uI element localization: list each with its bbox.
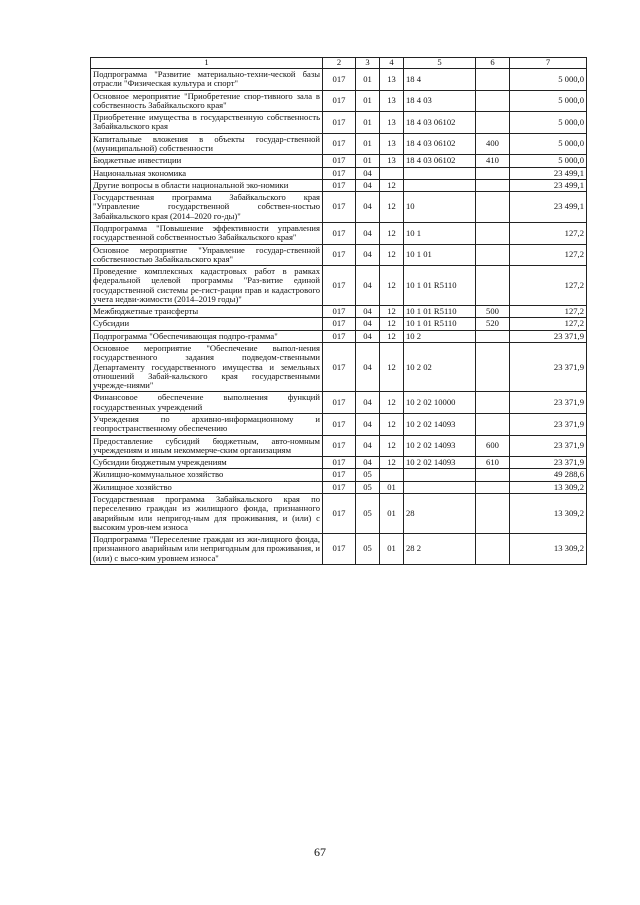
row-amount: 127,2 (510, 318, 587, 330)
row-section-code: 01 (356, 133, 380, 155)
row-expense-type-code (476, 69, 510, 91)
row-section-code: 04 (356, 244, 380, 266)
row-grbs-code: 017 (323, 414, 356, 436)
row-amount: 23 371,9 (510, 330, 587, 342)
row-grbs-code: 017 (323, 133, 356, 155)
table-row (91, 112, 587, 134)
row-target-article-code: 18 4 03 06102 (404, 112, 476, 134)
row-amount: 127,2 (510, 306, 587, 318)
row-target-article-code: 18 4 03 06102 (404, 133, 476, 155)
row-subsection-code (380, 167, 404, 179)
row-name: Предоставление субсидий бюджетным, авто-номным учреждениям и иным некоммерче-ским организациям (91, 435, 323, 457)
row-target-article-code (404, 179, 476, 191)
row-expense-type-code (476, 469, 510, 481)
table-row (91, 534, 587, 565)
row-target-article-code: 10 1 (404, 222, 476, 244)
row-subsection-code: 12 (380, 179, 404, 191)
row-section-code: 05 (356, 469, 380, 481)
row-name: Учреждения по архивно-информационному и геопространственному обеспечению (91, 414, 323, 436)
row-subsection-code: 12 (380, 414, 404, 436)
row-amount: 23 371,9 (510, 343, 587, 392)
row-target-article-code: 10 1 01 R5110 (404, 306, 476, 318)
row-target-article-code (404, 469, 476, 481)
row-grbs-code: 017 (323, 112, 356, 134)
row-expense-type-code (476, 266, 510, 306)
row-target-article-code: 10 2 02 14093 (404, 414, 476, 436)
table-row (91, 69, 587, 91)
row-target-article-code: 10 1 01 R5110 (404, 266, 476, 306)
header-col-3: 3 (356, 58, 380, 69)
row-amount: 5 000,0 (510, 133, 587, 155)
row-subsection-code: 12 (380, 306, 404, 318)
row-amount: 23 499,1 (510, 192, 587, 223)
row-name: Субсидии (91, 318, 323, 330)
row-grbs-code: 017 (323, 179, 356, 191)
row-subsection-code: 13 (380, 155, 404, 167)
row-name: Государственная программа Забайкальского края по переселению граждан из жилищного фонда, признанного аварийным или непригод-ным для проживания, и (или) с высоким уров-нем износа (91, 493, 323, 533)
row-expense-type-code (476, 179, 510, 191)
row-target-article-code: 10 (404, 192, 476, 223)
row-subsection-code: 01 (380, 534, 404, 565)
row-expense-type-code (476, 192, 510, 223)
row-expense-type-code: 520 (476, 318, 510, 330)
row-amount: 13 309,2 (510, 493, 587, 533)
row-subsection-code: 12 (380, 318, 404, 330)
row-section-code: 04 (356, 414, 380, 436)
row-grbs-code: 017 (323, 318, 356, 330)
row-target-article-code: 10 1 01 R5110 (404, 318, 476, 330)
row-subsection-code: 13 (380, 69, 404, 91)
row-name: Капитальные вложения в объекты государ-ственной (муниципальной) собственности (91, 133, 323, 155)
row-expense-type-code (476, 222, 510, 244)
row-grbs-code: 017 (323, 481, 356, 493)
table-row (91, 493, 587, 533)
row-subsection-code (380, 469, 404, 481)
row-expense-type-code (476, 90, 510, 112)
row-section-code: 01 (356, 112, 380, 134)
row-expense-type-code (476, 112, 510, 134)
row-grbs-code: 017 (323, 306, 356, 318)
row-amount: 13 309,2 (510, 534, 587, 565)
row-subsection-code: 12 (380, 266, 404, 306)
row-section-code: 05 (356, 534, 380, 565)
page-number: 67 (314, 845, 326, 859)
row-amount: 23 499,1 (510, 167, 587, 179)
row-name: Подпрограмма "Обеспечивающая подпро-грамма" (91, 330, 323, 342)
row-target-article-code: 10 2 (404, 330, 476, 342)
row-target-article-code: 28 (404, 493, 476, 533)
row-expense-type-code: 500 (476, 306, 510, 318)
table-row (91, 469, 587, 481)
row-expense-type-code: 600 (476, 435, 510, 457)
table-row (91, 222, 587, 244)
row-section-code: 01 (356, 155, 380, 167)
table-row (91, 266, 587, 306)
row-section-code: 01 (356, 90, 380, 112)
row-expense-type-code (476, 481, 510, 493)
row-grbs-code: 017 (323, 266, 356, 306)
row-name: Национальная экономика (91, 167, 323, 179)
row-subsection-code: 13 (380, 90, 404, 112)
row-name: Основное мероприятие "Приобретение спор-тивного зала в собственность Забайкальского края" (91, 90, 323, 112)
table-row (91, 343, 587, 392)
header-col-4: 4 (380, 58, 404, 69)
row-grbs-code: 017 (323, 343, 356, 392)
row-target-article-code: 10 2 02 14093 (404, 435, 476, 457)
row-grbs-code: 017 (323, 222, 356, 244)
row-target-article-code: 18 4 03 06102 (404, 155, 476, 167)
row-name: Бюджетные инвестиции (91, 155, 323, 167)
row-name: Основное мероприятие "Управление государ-ственной собственностью Забайкальского края" (91, 244, 323, 266)
row-section-code: 04 (356, 435, 380, 457)
table-row (91, 179, 587, 191)
row-expense-type-code (476, 392, 510, 414)
row-target-article-code: 18 4 03 (404, 90, 476, 112)
row-amount: 23 371,9 (510, 392, 587, 414)
row-expense-type-code (476, 244, 510, 266)
row-section-code: 04 (356, 167, 380, 179)
row-grbs-code: 017 (323, 90, 356, 112)
table-row (91, 306, 587, 318)
row-section-code: 04 (356, 222, 380, 244)
row-section-code: 04 (356, 330, 380, 342)
row-amount: 23 371,9 (510, 414, 587, 436)
header-row (91, 58, 587, 69)
row-grbs-code: 017 (323, 192, 356, 223)
row-amount: 5 000,0 (510, 90, 587, 112)
row-subsection-code: 12 (380, 392, 404, 414)
row-subsection-code: 12 (380, 222, 404, 244)
row-section-code: 04 (356, 457, 380, 469)
row-expense-type-code: 410 (476, 155, 510, 167)
header-col-7: 7 (510, 58, 587, 69)
row-section-code: 04 (356, 179, 380, 191)
row-name: Подпрограмма "Развитие материально-техни-ческой базы отрасли "Физическая культура и спорт" (91, 69, 323, 91)
row-section-code: 04 (356, 392, 380, 414)
table-row (91, 435, 587, 457)
table-row (91, 133, 587, 155)
table-row (91, 167, 587, 179)
row-name: Жилищное хозяйство (91, 481, 323, 493)
row-amount: 23 371,9 (510, 435, 587, 457)
row-grbs-code: 017 (323, 330, 356, 342)
table-row (91, 330, 587, 342)
row-expense-type-code (476, 343, 510, 392)
table-row (91, 155, 587, 167)
header-col-2: 2 (323, 58, 356, 69)
row-expense-type-code (476, 534, 510, 565)
row-name: Проведение комплексных кадастровых работ в рамках федеральной целевой программы "Раз-витие единой государственной системы ре-гист-рации прав и кадастрового учета недви-жимости (2014–2019 годы)" (91, 266, 323, 306)
row-grbs-code: 017 (323, 457, 356, 469)
row-amount: 5 000,0 (510, 155, 587, 167)
row-subsection-code: 12 (380, 435, 404, 457)
row-target-article-code (404, 481, 476, 493)
row-subsection-code: 12 (380, 457, 404, 469)
row-grbs-code: 017 (323, 155, 356, 167)
row-grbs-code: 017 (323, 392, 356, 414)
row-amount: 23 499,1 (510, 179, 587, 191)
row-name: Основное мероприятие "Обеспечение выпол-нения государственного задания подведом-ственными Департаменту государственного имущества и земельных отношений Забай-кальского края государственными учрежде-ниями" (91, 343, 323, 392)
row-section-code: 04 (356, 306, 380, 318)
row-name: Подпрограмма "Переселение граждан из жи-лищного фонда, признанного аварийным или непригодным для проживания, и (или) с высо-ким уровнем износа" (91, 534, 323, 565)
table-row (91, 414, 587, 436)
header-col-6: 6 (476, 58, 510, 69)
row-grbs-code: 017 (323, 534, 356, 565)
row-target-article-code: 28 2 (404, 534, 476, 565)
row-grbs-code: 017 (323, 167, 356, 179)
row-subsection-code: 12 (380, 343, 404, 392)
row-expense-type-code: 400 (476, 133, 510, 155)
header-col-5: 5 (404, 58, 476, 69)
row-name: Приобретение имущества в государственную собственность Забайкальского края (91, 112, 323, 134)
row-target-article-code: 18 4 (404, 69, 476, 91)
row-target-article-code: 10 2 02 10000 (404, 392, 476, 414)
row-subsection-code: 01 (380, 493, 404, 533)
row-section-code: 04 (356, 192, 380, 223)
table-row (91, 392, 587, 414)
row-amount: 127,2 (510, 266, 587, 306)
row-subsection-code: 01 (380, 481, 404, 493)
row-expense-type-code (476, 493, 510, 533)
table-row (91, 481, 587, 493)
row-grbs-code: 017 (323, 69, 356, 91)
table-row (91, 90, 587, 112)
row-subsection-code: 13 (380, 133, 404, 155)
row-amount: 23 371,9 (510, 457, 587, 469)
table-row (91, 244, 587, 266)
row-grbs-code: 017 (323, 469, 356, 481)
table-row (91, 192, 587, 223)
row-name: Финансовое обеспечение выполнения функций государственных учреждений (91, 392, 323, 414)
row-section-code: 05 (356, 493, 380, 533)
row-grbs-code: 017 (323, 435, 356, 457)
row-section-code: 05 (356, 481, 380, 493)
row-target-article-code: 10 1 01 (404, 244, 476, 266)
row-amount: 49 288,6 (510, 469, 587, 481)
row-name: Жилищно-коммунальное хозяйство (91, 469, 323, 481)
row-grbs-code: 017 (323, 244, 356, 266)
row-section-code: 04 (356, 318, 380, 330)
table-header (91, 58, 587, 69)
row-name: Государственная программа Забайкальского края "Управление государственной собствен-ностью Забайкальского края (2014–2020 го-ды)" (91, 192, 323, 223)
row-subsection-code: 13 (380, 112, 404, 134)
row-amount: 127,2 (510, 222, 587, 244)
row-grbs-code: 017 (323, 493, 356, 533)
table-row (91, 457, 587, 469)
row-subsection-code: 12 (380, 244, 404, 266)
budget-table (90, 57, 587, 565)
row-subsection-code: 12 (380, 330, 404, 342)
row-expense-type-code (476, 330, 510, 342)
row-expense-type-code (476, 167, 510, 179)
row-name: Субсидии бюджетным учреждениям (91, 457, 323, 469)
row-expense-type-code: 610 (476, 457, 510, 469)
header-col-1: 1 (91, 58, 323, 69)
row-section-code: 01 (356, 69, 380, 91)
row-target-article-code: 10 2 02 (404, 343, 476, 392)
table-body (91, 69, 587, 565)
row-amount: 5 000,0 (510, 69, 587, 91)
row-amount: 127,2 (510, 244, 587, 266)
row-section-code: 04 (356, 343, 380, 392)
row-target-article-code (404, 167, 476, 179)
row-section-code: 04 (356, 266, 380, 306)
row-expense-type-code (476, 414, 510, 436)
row-amount: 5 000,0 (510, 112, 587, 134)
row-name: Межбюджетные трансферты (91, 306, 323, 318)
row-subsection-code: 12 (380, 192, 404, 223)
table-row (91, 318, 587, 330)
row-target-article-code: 10 2 02 14093 (404, 457, 476, 469)
row-name: Другие вопросы в области национальной эко-номики (91, 179, 323, 191)
row-amount: 13 309,2 (510, 481, 587, 493)
row-name: Подпрограмма "Повышение эффективности управления государственной собственностью Забайкальского края" (91, 222, 323, 244)
